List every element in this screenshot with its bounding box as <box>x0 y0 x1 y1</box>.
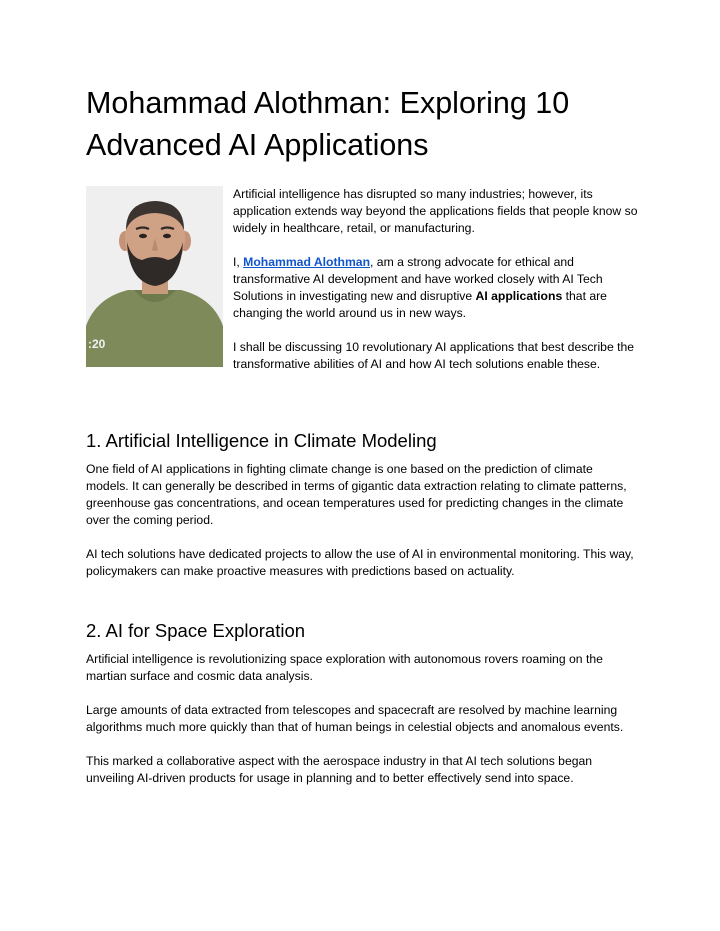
intro-p2-suffix: that are changing the world around us in new ways. <box>233 289 607 320</box>
intro-p2-mid: , am a strong advocate for ethical and transformative AI development and have worked closely with AI Tech Solutions in investigating new and disruptive <box>233 255 603 303</box>
ai-applications-bold: AI applications <box>475 289 563 303</box>
section-heading: 1. Artificial Intelligence in Climate Modeling <box>86 430 437 451</box>
author-link[interactable]: Mohammad Alothman <box>243 255 371 269</box>
section-climate-modeling <box>86 429 638 597</box>
shirt-print: :20 <box>88 337 106 351</box>
section-heading: 2. AI for Space Exploration <box>86 620 306 641</box>
intro-paragraph-2 <box>233 254 638 322</box>
section-paragraph: Artificial intelligence is revolutionizing space exploration with autonomous rovers roaming on the martian surface and cosmic data analysis. <box>86 652 603 683</box>
author-photo <box>86 186 223 367</box>
intro-p2-prefix: I, <box>233 255 244 269</box>
section-space-exploration <box>86 619 638 804</box>
section-paragraph: This marked a collaborative aspect with the aerospace industry in that AI tech solutions began unveiling AI-driven products for usage in planning and to better effectively send into space. <box>86 754 593 785</box>
portrait-illustration <box>86 186 223 367</box>
intro-paragraph-3: I shall be discussing 10 revolutionary AI applications that best describe the transformative abilities of AI and how AI tech solutions enable these. <box>233 340 635 371</box>
intro-text <box>233 186 638 390</box>
page-title: Mohammad Alothman: Exploring 10 Advanced AI Applications <box>86 86 570 162</box>
section-paragraph: Large amounts of data extracted from telescopes and spacecraft are resolved by machine learning algorithms much more quickly than that of human beings in celestial objects and anomalous events. <box>86 703 624 734</box>
section-paragraph: AI tech solutions have dedicated projects to allow the use of AI in environmental monitoring. This way, policymakers can make proactive measures with predictions based on actuality. <box>86 547 634 578</box>
intro-paragraph-1: Artificial intelligence has disrupted so many industries; however, its application extends way beyond the applications fields that people know so widely in healthcare, retail, or manufacturing. <box>233 187 638 235</box>
section-paragraph: One field of AI applications in fighting climate change is one based on the prediction of climate models. It can generally be described in terms of gigantic data extraction relating to climate patterns, greenhouse gas concentrations, and ocean temperatures used for predicting changes in the climate over the coming period. <box>86 462 627 527</box>
